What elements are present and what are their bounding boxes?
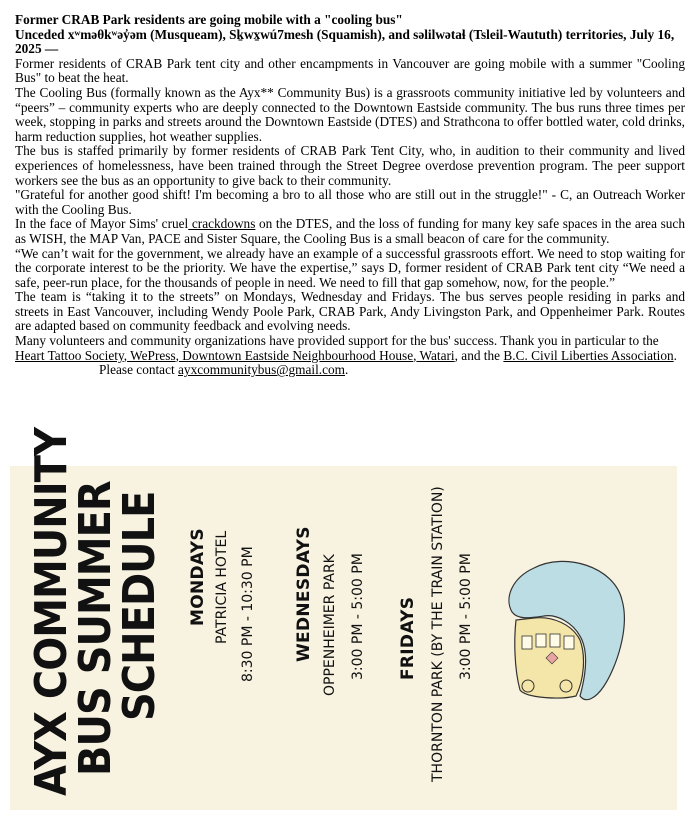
friday-location: THORNTON PARK (BY THE TRAIN STATION)	[430, 486, 446, 782]
bccla-link[interactable]: B.C. Civil Liberties Association	[503, 347, 674, 363]
friday-day: FRIDAYS	[398, 596, 418, 680]
paragraph-crackdowns: In the face of Mayor Sims' cruel crackdowns on the DTES, and the loss of funding for many key safe spaces in the area such as WISH, the MAP Van, PACE and Sister Square, the Cooling Bus is a small beacon of care for the community.	[15, 216, 685, 246]
bus-blob-illustration	[504, 558, 634, 708]
dens-house-link[interactable]: Downtown Eastside Neighbourhood House	[178, 347, 414, 363]
crackdowns-link[interactable]: crackdowns	[188, 216, 256, 232]
paragraph-staff: The bus is staffed primarily by former residents of CRAB Park Tent City, who, in audition to their community and lived experiences of homelessness, have been trained through the Street Degree overdose prevention program. The peer support workers see the bus as an opportunity to give back to their community.	[15, 143, 685, 188]
schedule-poster	[10, 428, 677, 810]
friday-time: 3:00 PM - 5:00 PM	[458, 553, 474, 680]
article-headline: Former CRAB Park residents are going mobile with a "cooling bus"	[15, 12, 403, 27]
wednesday-day: WEDNESDAYS	[294, 526, 314, 662]
article	[15, 13, 685, 378]
poster-title-line-2: BUS SUMMER	[70, 481, 121, 776]
paragraph-quote-d: “We can’t wait for the government, we already have an example of a successful grassroots effort. We need to stop waiting for the corporate interest to be the priority. We have the expertise,” says D, former resident of CRAB Park tent city “We need a safe, peer-run place, for the thousands of people in need. We need to fill that gap somehow, now, for the people.”	[15, 245, 685, 290]
paragraph-thanks: Many volunteers and community organizations have provided support for the bus' success. Thank you in particular to the Heart Tattoo Society, WePress, Downtown Eastside Neighbourhood House, Watari, and the B.C. Civil Liberties Association.Please contact ayxcommunitybus@gmail.com.	[15, 333, 677, 378]
wednesday-time: 3:00 PM - 5:00 PM	[350, 553, 366, 680]
contact-email-link[interactable]: ayxcommunitybus@gmail.com	[178, 362, 345, 378]
watari-link[interactable]: Watari	[416, 347, 455, 363]
paragraph-routes: The team is “taking it to the streets” on Mondays, Wednesday and Fridays. The bus serves people residing in parks and streets in East Vancouver, including Wendy Poole Park, CRAB Park, Andy Livingston Park, and Oppenheimer Park. Routes are adapted based on community feedback and evolving needs.	[15, 289, 685, 334]
poster-title-line-3: SCHEDULE	[114, 491, 165, 721]
article-dateline: Unceded xʷməθkʷəy̓əm (Musqueam), Sḵwx̱wú7mesh (Squamish), and səlilwətaɬ (Tsleil-Waututh) territories, July 16, 2025 —	[15, 26, 675, 57]
monday-time: 8:30 PM - 10:30 PM	[240, 546, 256, 682]
monday-day: MONDAYS	[188, 528, 208, 626]
paragraph-about: The Cooling Bus (formally known as the Ayx** Community Bus) is a grassroots community initiative led by volunteers and “peers” – community experts who are deeply connected to the Downtown Eastside community. The bus runs three times per week, stopping in parks and streets around the Downtown Eastside (DTES) and Strathcona to offer bottled water, cold drinks, harm reduction supplies, hot weather supplies.	[15, 84, 685, 144]
paragraph-quote-c: "Grateful for another good shift! I'm becoming a bro to all those who are still out in the struggle!" - C, an Outreach Worker with the Cooling Bus.	[15, 187, 685, 217]
wepress-link[interactable]: WePress	[127, 347, 176, 363]
paragraph-intro: Former residents of CRAB Park tent city and other encampments in Vancouver are going mobile with a summer "Cooling Bus" to beat the heat.	[15, 55, 685, 86]
poster-title-line-1: AYX COMMUNITY	[26, 428, 77, 796]
monday-location: PATRICIA HOTEL	[214, 530, 230, 644]
wednesday-location: OPPENHEIMER PARK	[322, 554, 338, 696]
heart-tattoo-society-link[interactable]: Heart Tattoo Society	[15, 347, 124, 363]
